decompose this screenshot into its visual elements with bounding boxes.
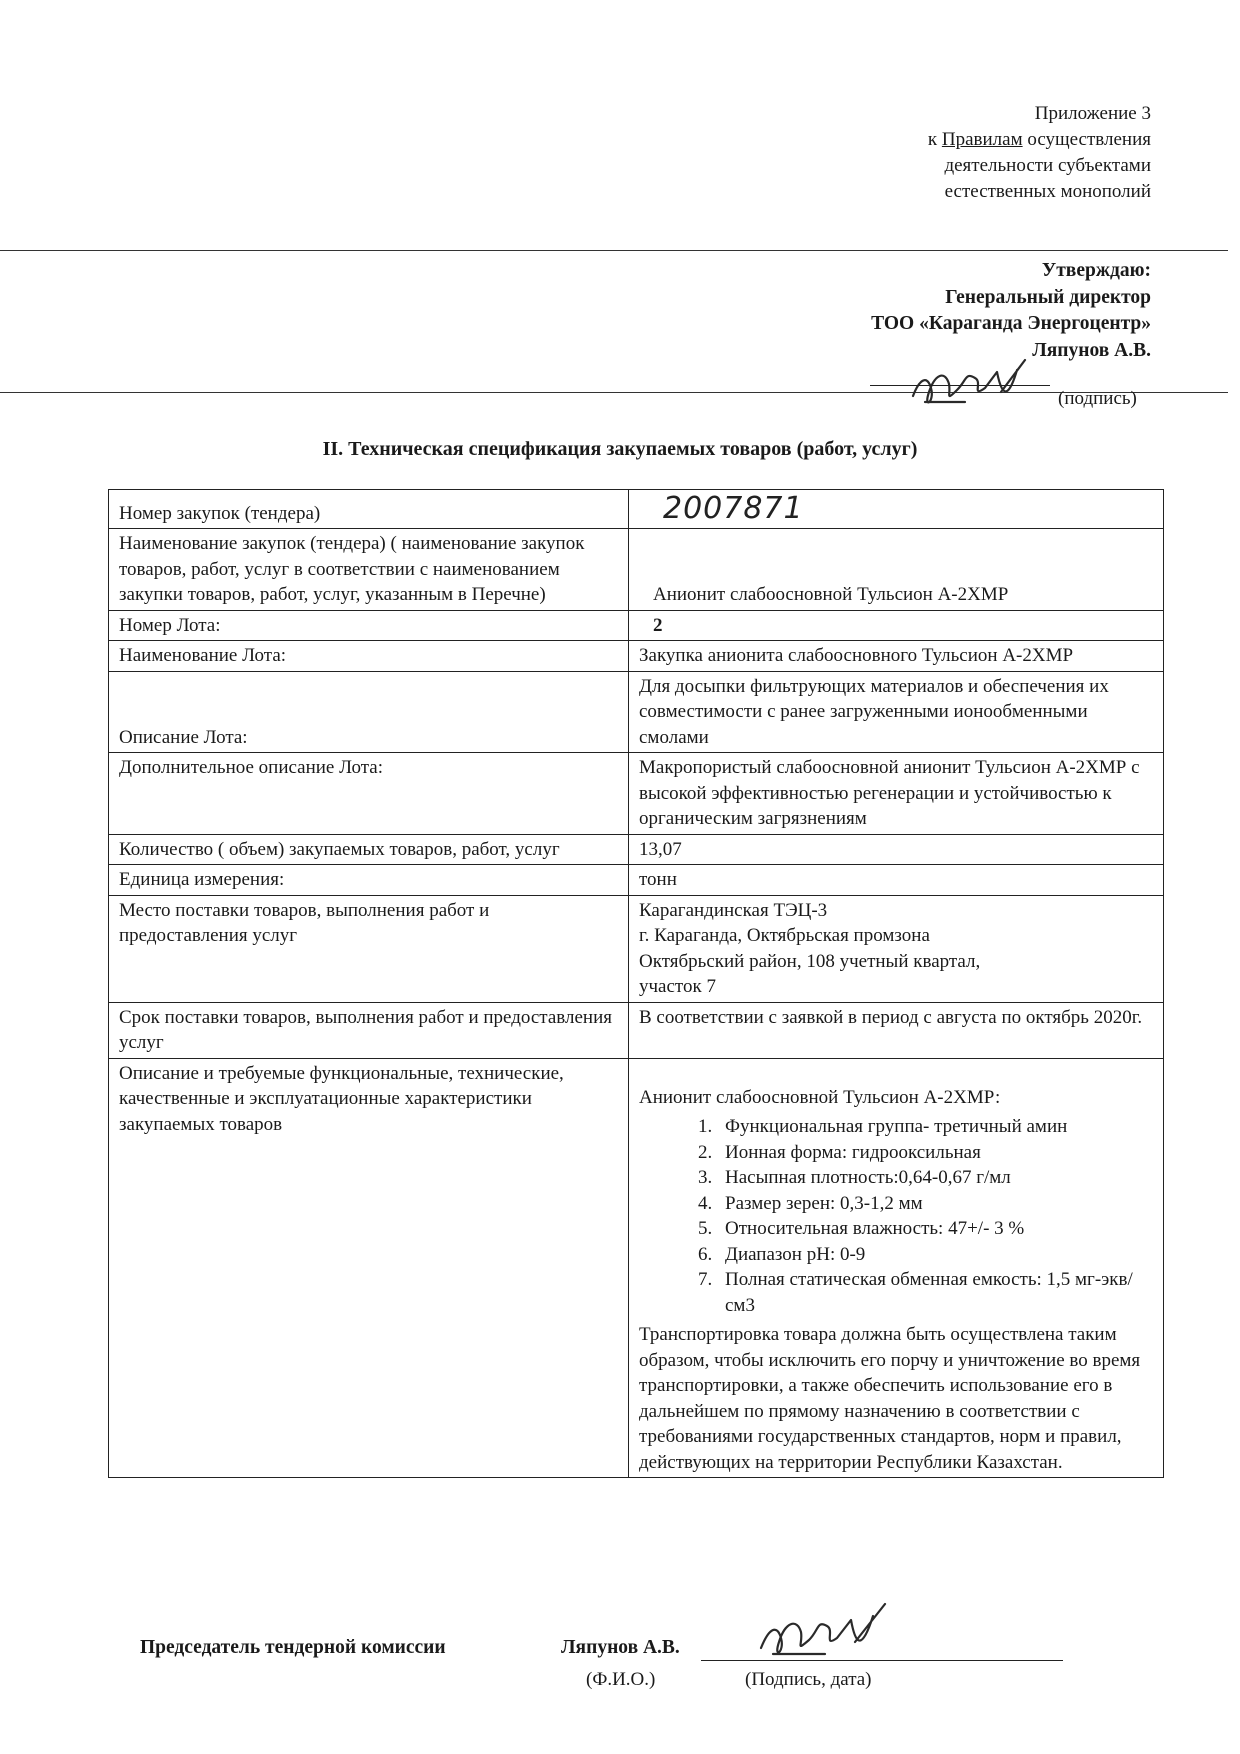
table-row (109, 1058, 1164, 1478)
specification-table (108, 489, 1164, 1478)
characteristics-list (639, 1114, 1155, 1318)
chairman-signature-image (755, 1598, 915, 1668)
tender-name-value: Анионит слабоосновной Тульсион А-2ХМР (629, 529, 1164, 611)
tender-number-label: Номер закупок (тендера) (109, 490, 629, 529)
approval-position: Генеральный директор (945, 286, 1151, 308)
approval-block (631, 258, 1151, 364)
unit-value: тонн (629, 865, 1164, 896)
appendix-rules-prefix: к (927, 129, 942, 150)
list-item: 7. Полная статическая обменная емкость: 1,5 мг-экв/см3 (717, 1267, 1155, 1318)
list-item: 1. Функциональная группа- третичный амин (717, 1114, 1155, 1140)
place-line-1: Карагандинская ТЭЦ-3 (639, 899, 828, 921)
list-item: 3. Насыпная плотность:0,64-0,67 г/мл (717, 1165, 1155, 1191)
tender-name-label: Наименование закупок (тендера) ( наименование закупок товаров, работ, услуг в соответствии с наименованием закупки товаров, работ, услуг, указанным в Перечне) (109, 529, 629, 611)
lot-number-value: 2 (629, 610, 1164, 641)
divider-top (0, 250, 1228, 251)
footer-role: Председатель тендерной комиссии (140, 1637, 446, 1658)
approval-company: ТОО «Караганда Энергоцентр» (871, 313, 1151, 334)
place-label: Место поставки товаров, выполнения работ и предоставления услуг (109, 895, 629, 1002)
appendix-line-3: деятельности субъектами (944, 155, 1151, 176)
footer-signature-caption: (Подпись, дата) (745, 1669, 872, 1690)
tender-number-cell (629, 490, 1164, 529)
director-signature-line (870, 385, 1050, 386)
signature-caption: (подпись) (1058, 388, 1137, 409)
appendix-header (731, 101, 1151, 205)
tender-number-value: 2007871 (663, 491, 804, 526)
lot-name-label: Наименование Лота: (109, 641, 629, 672)
unit-label: Единица измерения: (109, 865, 629, 896)
characteristics-intro: Анионит слабоосновной Тульсион А-2ХМР: (639, 1086, 1001, 1108)
place-line-4: участок 7 (639, 976, 716, 997)
lot-name-value: Закупка анионита слабоосновного Тульсион А-2ХМР (629, 641, 1164, 672)
quantity-label: Количество ( объем) закупаемых товаров, работ, услуг (109, 834, 629, 865)
table-row (109, 490, 1164, 529)
characteristics-value (629, 1058, 1164, 1478)
place-line-3: Октябрьский район, 108 учетный квартал, (639, 950, 981, 972)
lot-description-value: Для досыпки фильтрующих материалов и обеспечения их совместимости с ранее загруженными ионообменными смолами (629, 671, 1164, 753)
list-item: 2. Ионная форма: гидрооксильная (717, 1140, 1155, 1166)
appendix-line-4: естественных монополий (944, 181, 1151, 202)
table-row (109, 610, 1164, 641)
table-row (109, 529, 1164, 611)
table-row (109, 834, 1164, 865)
table-row (109, 753, 1164, 835)
appendix-number: Приложение 3 (1034, 103, 1151, 124)
lot-number-label: Номер Лота: (109, 610, 629, 641)
place-value (629, 895, 1164, 1002)
table-row (109, 895, 1164, 1002)
place-line-2: г. Караганда, Октябрьская промзона (639, 925, 930, 946)
lot-description-label: Описание Лота: (109, 671, 629, 753)
rules-link: Правилам (941, 129, 1023, 150)
characteristics-label: Описание и требуемые функциональные, технические, качественные и эксплуатационные характеристики закупаемых товаров (109, 1058, 629, 1478)
term-label: Срок поставки товаров, выполнения работ и предоставления услуг (109, 1002, 629, 1058)
table-row (109, 671, 1164, 753)
transport-requirements: Транспортировка товара должна быть осуществлена таким образом, чтобы исключить его порчу и уничтожение во время транспортировки, а также обеспечить использование его в дальнейшем по прямому назначению в соответствии с требованиями государственных стандартов, норм и правил, действующих на территории Республики Казахстан. (639, 1324, 1141, 1473)
list-item: 4. Размер зерен: 0,3-1,2 мм (717, 1191, 1155, 1217)
appendix-rules-suffix: осуществления (1022, 129, 1151, 150)
footer-fio-caption: (Ф.И.О.) (586, 1669, 656, 1690)
lot-additional-value: Макропористый слабоосновной анионит Тульсион А-2ХМР с высокой эффективностью регенерации и устойчивостью к органическим загрязнениям (629, 753, 1164, 835)
appendix-rules-line (731, 127, 1151, 153)
document-title: II. Техническая спецификация закупаемых товаров (работ, услуг) (322, 438, 918, 460)
table-row (109, 1002, 1164, 1058)
lot-additional-label: Дополнительное описание Лота: (109, 753, 629, 835)
list-item: 5. Относительная влажность: 47+/- 3 % (717, 1216, 1155, 1242)
approval-name: Ляпунов А.В. (1032, 339, 1151, 361)
approval-heading: Утверждаю: (1041, 260, 1151, 281)
footer-name: Ляпунов А.В. (561, 1637, 680, 1658)
term-value: В соответствии с заявкой в период с августа по октябрь 2020г. (629, 1002, 1164, 1058)
list-item: 6. Диапазон рН: 0-9 (717, 1242, 1155, 1268)
table-row (109, 865, 1164, 896)
table-row (109, 641, 1164, 672)
quantity-value: 13,07 (629, 834, 1164, 865)
